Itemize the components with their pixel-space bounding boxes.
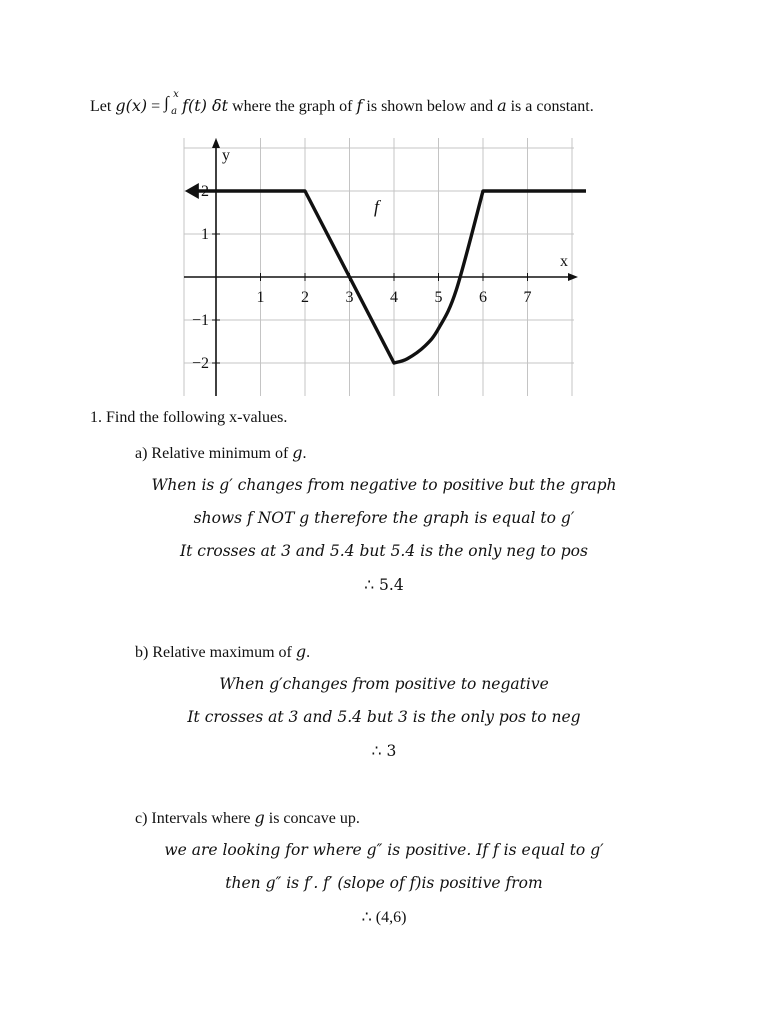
part-b-text: b) Relative maximum of [135,644,296,661]
part-c-line-1: we are looking for where g″ is positive. If f is equal to g′ [164,841,604,859]
part-a-text: a) Relative minimum of [135,445,293,462]
part-b-label [135,642,310,662]
g-variable: g [295,642,307,661]
grid [184,138,574,396]
y-axis-label: y [222,147,230,164]
part-c-answer: ∴ (4,6) [361,909,407,926]
x-axis-arrowhead [568,273,578,281]
part-c-line-2: then g″ is f′. f′ (slope of f)is positive from [225,874,543,892]
part-b-answer: ∴ 3 [371,742,397,760]
statement-text: is a constant. [506,98,594,115]
left-arrowhead [185,183,199,199]
integral-lower-limit: a [171,106,178,117]
x-tick-label: 1 [256,289,265,306]
integral-symbol: ∫ [164,93,169,112]
part-c-label [135,808,360,828]
a-variable: a [497,96,507,115]
x-tick-label: 6 [479,289,487,306]
statement-text: is shown below and [362,98,498,115]
part-c-text-end: is concave up. [264,810,360,827]
g-variable: g [254,808,265,827]
f-variable: f [356,96,363,115]
y-tick-label: −1 [191,312,209,329]
statement-text: Let [90,98,116,115]
x-tick-label: 7 [523,289,532,306]
integrand: f(t) δt [182,96,229,115]
part-a-answer: ∴ 5.4 [364,576,404,594]
f-series-label: f [373,196,379,217]
x-tick-label: 2 [301,289,309,306]
problem-statement [90,89,594,117]
statement-text: where the graph of [228,98,357,115]
y-tick-label: 2 [201,183,209,200]
part-c-text: c) Intervals where [135,810,255,827]
graph-of-f [176,134,586,400]
x-tick-label: 4 [390,289,398,306]
part-a-text-end: . [302,445,307,462]
part-b-text-end: . [306,644,311,661]
part-a-line-1: When is g′ changes from negative to positive but the graph [151,476,617,494]
question-1-heading: 1. Find the following x-values. [90,409,288,426]
x-tick-label: 5 [434,289,443,306]
equals-sign: = [147,98,165,115]
part-b-line-1: When g′changes from positive to negative [219,675,549,693]
y-tick-label: 1 [201,226,209,243]
y-tick-label: −2 [191,355,209,372]
integral-sign [164,89,182,117]
y-axis-arrowhead [212,138,220,148]
part-a-line-3: It crosses at 3 and 5.4 but 5.4 is the only neg to pos [180,542,588,560]
part-b-line-2: It crosses at 3 and 5.4 but 3 is the only pos to neg [187,708,581,726]
axes [184,138,578,396]
g-of-x: g(x) [115,96,148,115]
x-axis-label: x [560,253,568,270]
g-variable: g [292,443,303,462]
integral-upper-limit: x [173,89,179,100]
x-tick-label: 3 [345,289,354,306]
part-a-line-2: shows f NOT g therefore the graph is equal to g′ [193,509,575,527]
part-a-label [135,443,307,463]
